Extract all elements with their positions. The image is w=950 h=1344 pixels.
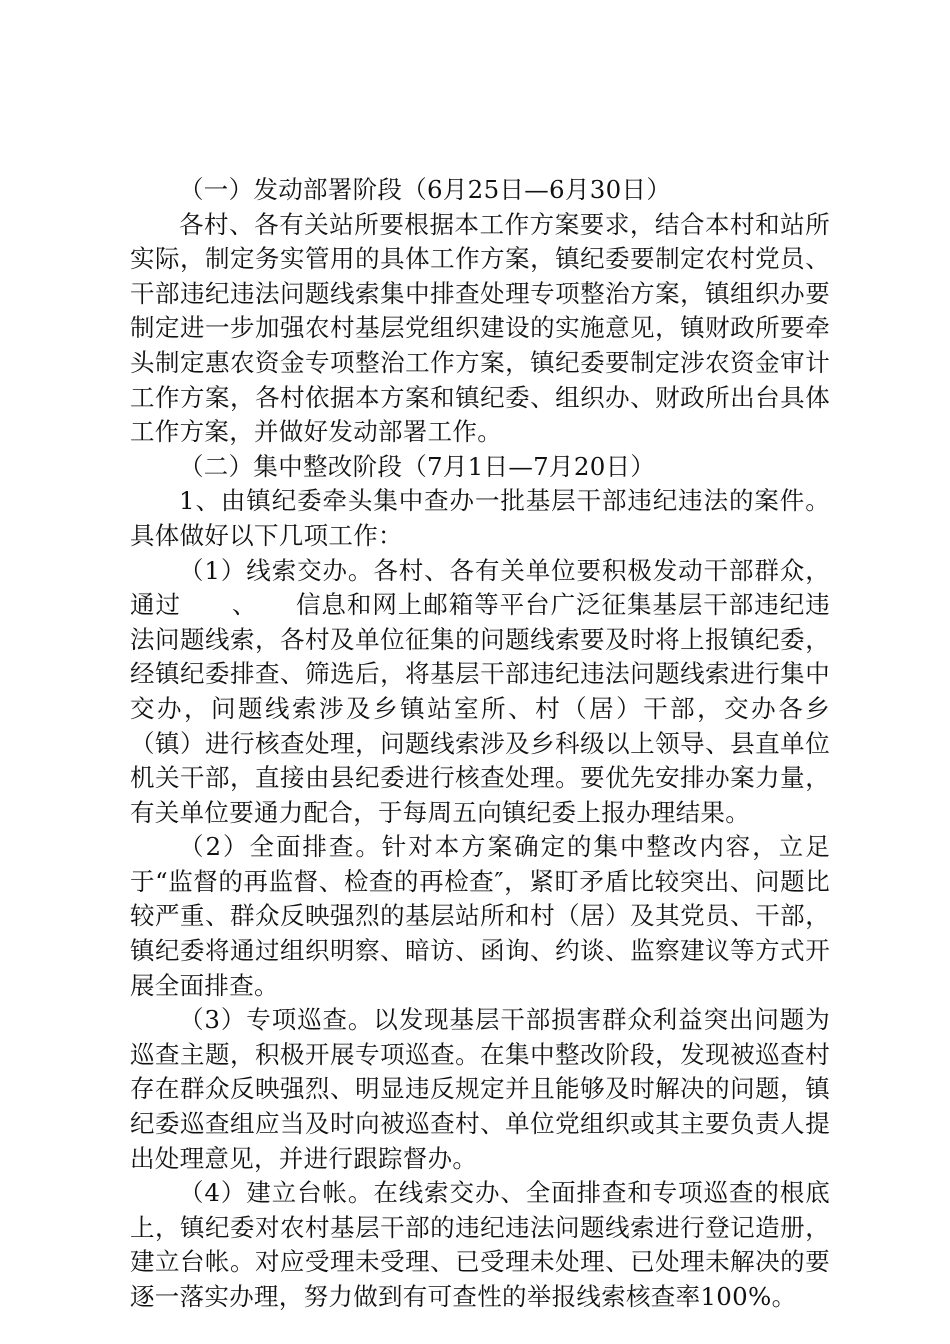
paragraph-subitem-full-investigation: （2）全面排查。针对本方案确定的集中整改内容，立足于“监督的再监督、检查的再检查″，紧盯矛盾比较突出、问题比较严重、群众反映强烈的基层站所和村（居）及其党员、干部，镇纪委将通过组织明察、暗访、函询、约谈、监察建议等方式开展全面排查。 xyxy=(130,832,830,1000)
section-heading-rectification-stage: （二）集中整改阶段（7月1日—7月20日） xyxy=(179,451,656,481)
section-heading-mobilization-stage: （一）发动部署阶段（6月25日—6月30日） xyxy=(179,175,672,204)
paragraph-subitem-special-inspection: （3）专项巡查。以发现基层干部损害群众利益突出问题为巡查主题，积极开展专项巡查。在集中整改阶段，发现被巡查村存在群众反映强烈、明显违反规定并且能够及时解决的问题，镇纪委巡查组应当及时向被巡查村、单位党组织或其主要负责人提出处理意见，并进行跟踪督办。 xyxy=(130,1005,830,1173)
document-body xyxy=(130,173,830,1315)
paragraph-item-1: 1、由镇纪委牵头集中查办一批基层干部违纪违法的案件。具体做好以下几项工作： xyxy=(130,486,830,550)
paragraph-subitem-ledger: （4）建立台帐。在线索交办、全面排查和专项巡查的根底上，镇纪委对农村基层干部的违纪违法问题线索进行登记造册，建立台帐。对应受理未受理、已受理未处理、已处理未解决的要逐一落实办理，努力做到有可查性的举报线索核查率100%。 xyxy=(130,1178,830,1311)
paragraph-mobilization-stage: 各村、各有关站所要根据本工作方案要求，结合本村和站所实际，制定务实管用的具体工作方案，镇纪委要制定农村党员、干部违纪违法问题线索集中排查处理专项整治方案，镇组织办要制定进一步加强农村基层党组织建设的实施意见，镇财政所要牵头制定惠农资金专项整治工作方案，镇纪委要制定涉农资金审计工作方案，各村依据本方案和镇纪委、组织办、财政所出台具体工作方案，并做好发动部署工作。 xyxy=(130,209,830,447)
paragraph-subitem-clue-assignment: （1）线索交办。各村、各有关单位要积极发动干部群众，通过 、 信息和网上邮箱等平台广泛征集基层干部违纪违法问题线索，各村及单位征集的问题线索要及时将上报镇纪委，经镇纪委排查、筛选后，将基层干部违纪违法问题线索进行集中交办，问题线索涉及乡镇站室所、村（居）干部，交办各乡（镇）进行核查处理，问题线索涉及乡科级以上领导、县直单位机关干部，直接由县纪委进行核查处理。要优先安排办案力量，有关单位要通力配合，于每周五向镇纪委上报办理结果。 xyxy=(130,555,830,827)
